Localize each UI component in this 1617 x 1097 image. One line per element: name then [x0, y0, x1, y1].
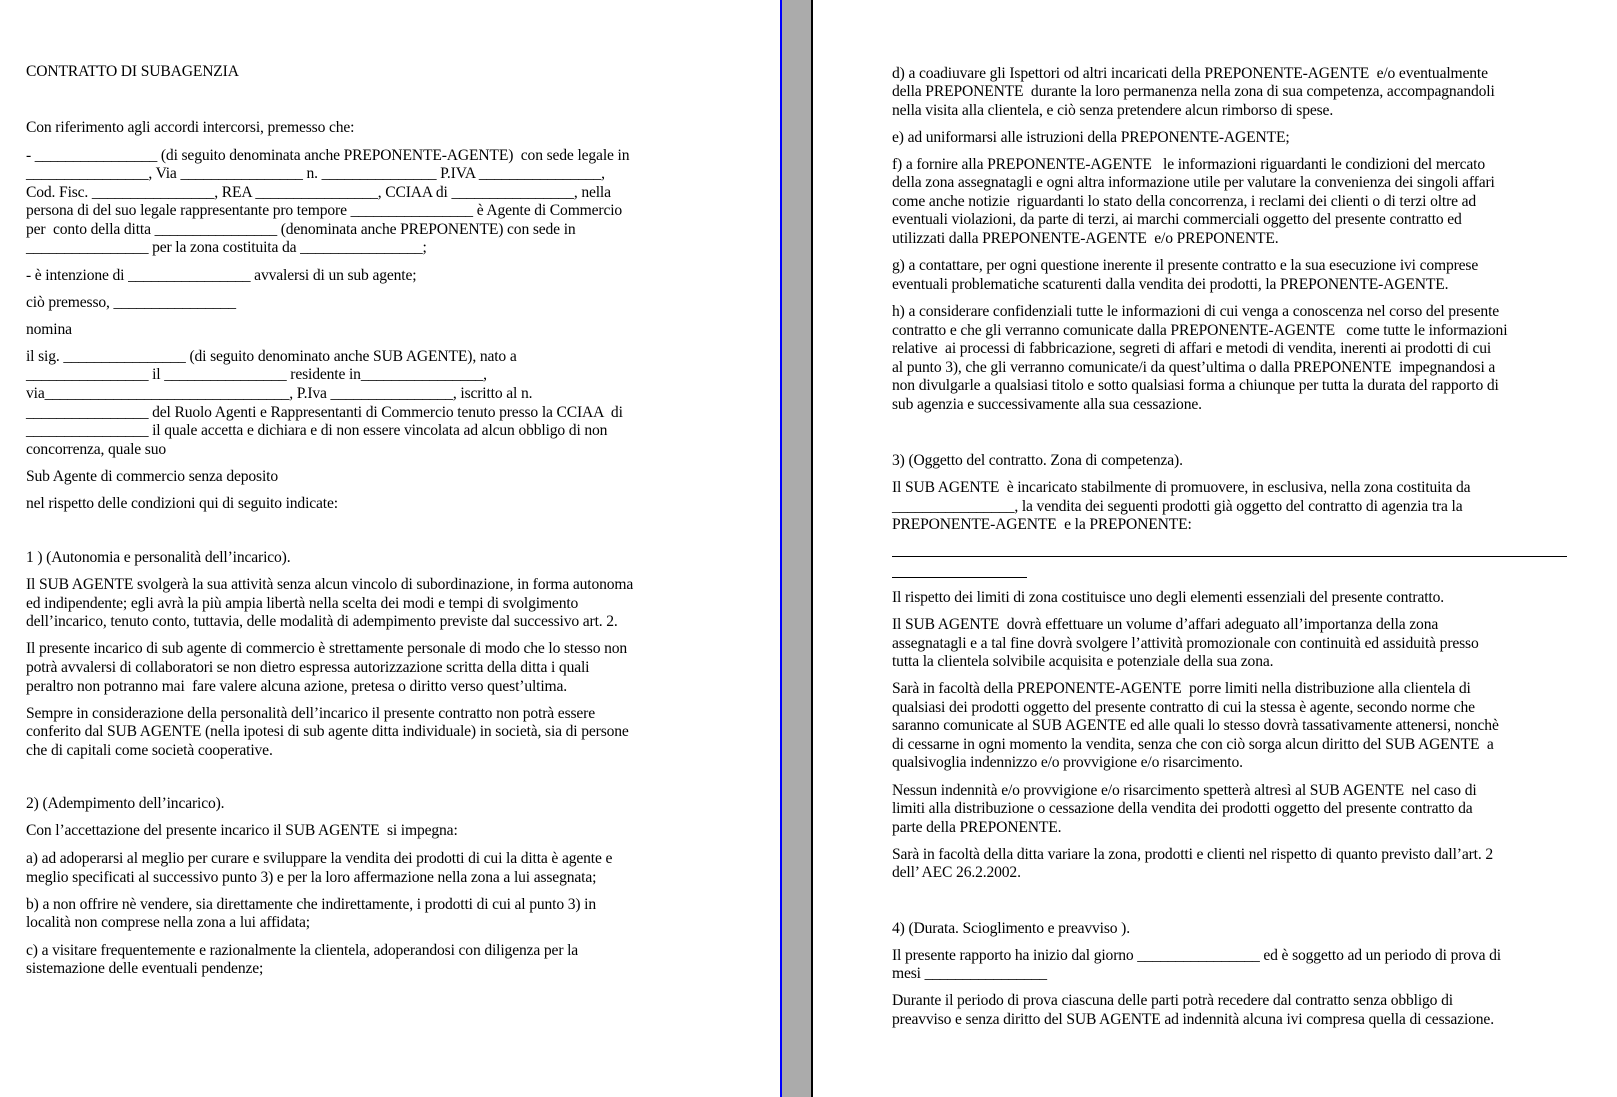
text-line: ________________ il quale accetta e dichiara e di non essere vincolata ad alcun obbligo di non [26, 422, 608, 439]
text-line: dell’ AEC 26.2.2002. [892, 864, 1021, 881]
text-line: saranno comunicate al SUB AGENTE ed alle quali lo stesso dovrà tassativamente attenersi, nonchè [892, 717, 1499, 734]
text-line: Il SUB AGENTE svolgerà la sua attività senza alcun vincolo di subordinazione, in forma autonoma [26, 576, 634, 593]
text-line: via________________________________, P.Iva ________________, iscritto al n. [26, 385, 533, 402]
text-line: nomina [26, 321, 72, 338]
text-line: h) a considerare confidenziali tutte le informazioni di cui venga a conoscenza nel corso del presente [892, 303, 1500, 320]
text-line: b) a non offrire nè vendere, sia direttamente che indirettamente, i prodotti di cui al punto 3) in [26, 896, 597, 913]
text-line: ________________ il ________________ residente in________________, [26, 366, 487, 383]
text-line: il sig. ________________ (di seguito denominato anche SUB AGENTE), nato a [26, 348, 517, 365]
text-line: 3) (Oggetto del contratto. Zona di competenza). [892, 452, 1183, 469]
text-line: Sarà in facoltà della PREPONENTE-AGENTE porre limiti nella distribuzione alla clientela di [892, 680, 1471, 697]
text-line: non divulgarle a qualsiasi titolo e sotto qualsiasi forma a chiunque per tutta la durata del rapporto di [892, 377, 1499, 394]
text-line: come anche notizie riguardanti lo stato della concorrenza, i reclami dei clienti o di terzi oltre ad [892, 193, 1477, 210]
text-line: che di capitali come società cooperative. [26, 742, 273, 759]
text-line: per conto della ditta ________________ (denominata anche PREPONENTE) con sede in [26, 221, 576, 238]
text-line: ________________ del Ruolo Agenti e Rappresentanti di Commercio tenuto presso la CCIAA di [26, 404, 623, 421]
text-line: a) ad adoperarsi al meglio per curare e sviluppare la vendita dei prodotti di cui la ditta è agente e [26, 850, 613, 867]
text-line: 1 ) (Autonomia e personalità dell’incarico). [26, 549, 291, 566]
text-line: sistemazione delle eventuali pendenze; [26, 960, 264, 977]
text-line: nel rispetto delle condizioni qui di seguito indicate: [26, 495, 338, 512]
text-line: utilizzati dalla PREPONENTE-AGENTE e/o PREPONENTE. [892, 230, 1279, 247]
text-line: nella visita alla clientela, e ciò senza pretendere alcun rimborso di spese. [892, 102, 1334, 119]
text-line: peraltro non potranno mai fare valere alcuna azione, pretesa o diritto verso quest’ultima. [26, 678, 568, 695]
text-line: qualsivoglia indennizzo e/o provvigione e/o risarcimento. [892, 754, 1243, 771]
text-line: Sempre in considerazione della personalità dell’incarico il presente contratto non potrà essere [26, 705, 595, 722]
text-line: persona di del suo legale rappresentante pro tempore ________________ è Agente di Commercio [26, 202, 623, 219]
text-line: g) a contattare, per ogni questione inerente il presente contratto e la sua esecuzione ivi comprese [892, 257, 1479, 274]
text-line: Il rispetto dei limiti di zona costituisce uno degli elementi essenziali del presente contratto. [892, 589, 1445, 606]
text-line: ed indipendente; egli avrà la più ampia libertà nella scelta dei modi e tempi di svolgimento [26, 595, 579, 612]
text-line: della zona assegnatagli e ogni altra informazione utile per valutare la convenienza dei singoli affari [892, 174, 1495, 191]
text-line: parte della PREPONENTE. [892, 819, 1062, 836]
text-line: concorrenza, quale suo [26, 441, 167, 458]
text-line: Il presente incarico di sub agente di commercio è strettamente personale di modo che lo stesso non [26, 640, 628, 657]
text-line: 4) (Durata. Scioglimento e preavviso ). [892, 920, 1130, 937]
text-line: - è intenzione di ________________ avvalersi di un sub agente; [26, 267, 417, 284]
text-line: Durante il periodo di prova ciascuna delle parti potrà recedere dal contratto senza obbligo di [892, 992, 1453, 1009]
text-line: potrà avvalersi di collaboratori se non dietro espressa autorizzazione scritta della ditta i quali [26, 659, 590, 676]
page-gutter [782, 0, 811, 1097]
text-line: qualsiasi dei prodotti oggetto del presente contratto di cui la stessa è agente, secondo norme che [892, 699, 1475, 716]
text-line: PREPONENTE-AGENTE e la PREPONENTE: [892, 516, 1192, 533]
text-line: limiti alla distribuzione o cessazione della vendita dei prodotti oggetto del presente contratto da [892, 800, 1473, 817]
text-line: Il SUB AGENTE dovrà effettuare un volume d’affari adeguato all’importanza della zona [892, 616, 1439, 633]
text-line: Nessun indennità e/o provvigione e/o risarcimento spetterà altresì al SUB AGENTE nel caso di [892, 782, 1477, 799]
fill-in-blank-line [892, 577, 1027, 578]
text-line: Sub Agente di commercio senza deposito [26, 468, 278, 485]
text-line: - ________________ (di seguito denominata anche PREPONENTE-AGENTE) con sede legale in [26, 147, 630, 164]
document-title: CONTRATTO DI SUBAGENZIA [26, 63, 239, 80]
text-line: Con riferimento agli accordi intercorsi, premesso che: [26, 119, 355, 136]
text-line: relative ai processi di fabbricazione, segreti di affari e metodi di vendita, inerenti ai prodotti di cui [892, 340, 1492, 357]
text-line: tutta la clientela solvibile acquisita e potenziale della sua zona. [892, 653, 1274, 670]
text-line: mesi ________________ [892, 965, 1047, 982]
fill-in-blank-line [892, 556, 1567, 557]
text-line: eventuali violazioni, da parte di terzi, ai marchi commerciali oggetto del presente contratto ed [892, 211, 1462, 228]
text-line: conferito dal SUB AGENTE (nella ipotesi di sub agente ditta individuale) in società, sia di persone [26, 723, 629, 740]
text-line: Sarà in facoltà della ditta variare la zona, prodotti e clienti nel rispetto di quanto previsto dall’art. 2 [892, 846, 1493, 863]
text-line: d) a coadiuvare gli Ispettori od altri incaricati della PREPONENTE-AGENTE e/o eventualmente [892, 65, 1488, 82]
text-line: f) a fornire alla PREPONENTE-AGENTE le informazioni riguardanti le condizioni del mercato [892, 156, 1486, 173]
text-line: assegnatagli e a tal fine dovrà svolgere l’attività promozionale con continuità ed assiduità presso [892, 635, 1479, 652]
text-line: eventuali problematiche scaturenti dalla vendita dei prodotti, la PREPONENTE-AGENTE. [892, 276, 1449, 293]
text-line: contratto e che gli verranno comunicate dalla PREPONENTE-AGENTE come tutte le informazioni [892, 322, 1508, 339]
text-line: della PREPONENTE durante la loro permanenza nella zona di sua competenza, accompagnandoli [892, 83, 1495, 100]
text-line: meglio specificati al successivo punto 3) e per la loro affermazione nella zona a lui assegnata; [26, 869, 597, 886]
text-line: ciò premesso, ________________ [26, 294, 236, 311]
text-line: Il SUB AGENTE è incaricato stabilmente di promuovere, in esclusiva, nella zona costituita da [892, 479, 1471, 496]
text-line: ________________, Via ________________ n. _______________ P.IVA ________________, [26, 165, 605, 182]
text-line: Il presente rapporto ha inizio dal giorno ________________ ed è soggetto ad un periodo di prova di [892, 947, 1501, 964]
document-page-right [813, 0, 1617, 1097]
text-line: Con l’accettazione del presente incarico il SUB AGENTE si impegna: [26, 822, 458, 839]
text-line: di cessarne in ogni momento la vendita, senza che con ciò sorga alcun diritto del SUB AGENTE a [892, 736, 1494, 753]
text-line: preavviso e senza diritto del SUB AGENTE ad indennità alcuna ivi compresa quella di cessazione. [892, 1011, 1494, 1028]
text-line: ________________, la vendita dei seguenti prodotti già oggetto del contratto di agenzia tra la [892, 498, 1463, 515]
text-line: 2) (Adempimento dell’incarico). [26, 795, 225, 812]
text-line: Cod. Fisc. ________________, REA ________________, CCIAA di ________________, nella [26, 184, 611, 201]
text-line: ________________ per la zona costituita da ________________; [26, 239, 427, 256]
text-line: e) ad uniformarsi alle istruzioni della PREPONENTE-AGENTE; [892, 129, 1290, 146]
text-line: c) a visitare frequentemente e razionalmente la clientela, adoperandosi con diligenza per la [26, 942, 579, 959]
text-line: località non comprese nella zona a lui affidata; [26, 914, 310, 931]
text-line: sub agenzia e successivamente alla sua cessazione. [892, 396, 1202, 413]
text-line: dell’incarico, tenuto conto, tuttavia, delle modalità di adempimento previste dal successivo art. 2. [26, 613, 618, 630]
text-line: al punto 3), che gli verranno comunicate/i da quest’ultima o dalla PREPONENTE impegnandosi a [892, 359, 1496, 376]
document-page-left [0, 0, 780, 1097]
